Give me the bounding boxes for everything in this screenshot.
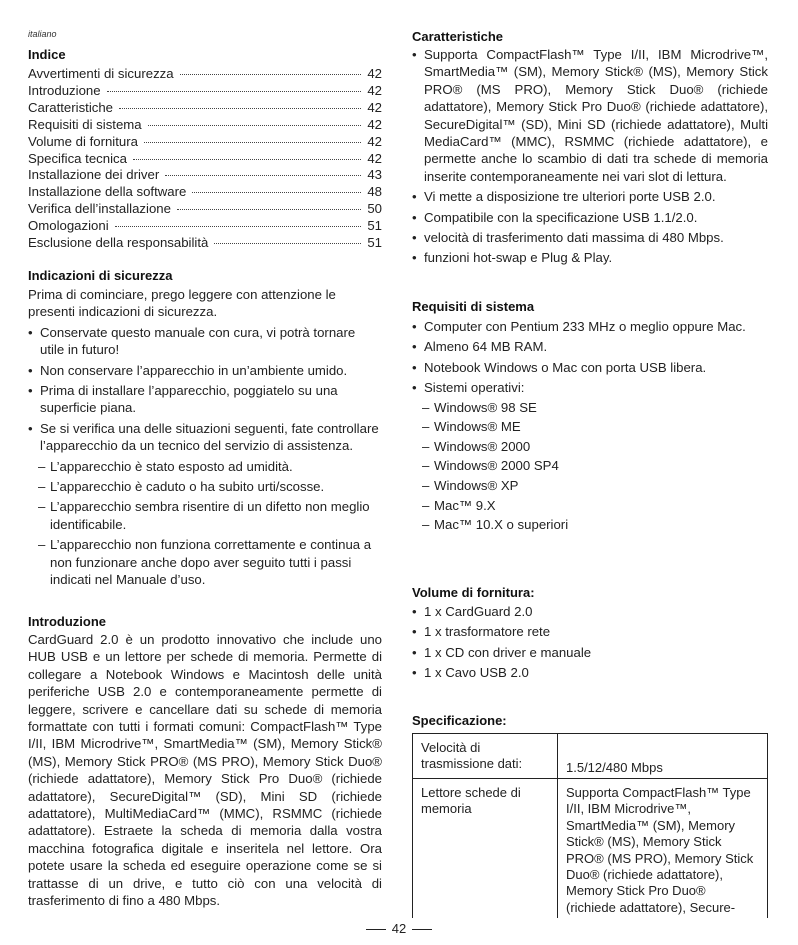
footer-rule	[366, 929, 386, 930]
toc-title: Specifica tecnica	[28, 150, 127, 166]
toc-title: Esclusione della responsabilità	[28, 235, 209, 251]
toc-leader	[214, 243, 361, 244]
safety-subitem: – L’apparecchio non funziona correttamente e continua a non funzionare anche dopo aver seguito tutti i passi indicati nel Manuale d’uso.	[28, 536, 382, 588]
toc-leader	[148, 125, 362, 126]
package-section	[412, 603, 768, 685]
os-item: – Windows® 2000	[412, 439, 768, 456]
package-item: • 1 x CD con driver e manuale	[412, 644, 768, 661]
toc-leader	[119, 108, 361, 109]
os-item: – Mac™ 9.X	[412, 498, 768, 515]
toc-title: Caratteristiche	[28, 99, 114, 115]
feature-item: • funzioni hot-swap e Plug & Play.	[412, 249, 768, 266]
package-list	[412, 603, 768, 682]
toc-entry	[28, 218, 382, 235]
table-of-contents	[28, 66, 382, 252]
toc-page: 42	[367, 150, 382, 166]
toc-title: Installazione dei driver	[28, 167, 160, 183]
spec-label: Velocità di trasmissione dati:	[413, 734, 558, 779]
toc-entry	[28, 235, 382, 252]
toc-leader	[144, 142, 361, 143]
safety-heading: Indicazioni di sicurezza	[28, 268, 173, 283]
package-heading: Volume di fornitura:	[412, 585, 535, 600]
toc-title: Volume di fornitura	[28, 133, 138, 149]
os-item: – Windows® 98 SE	[412, 400, 768, 417]
toc-entry	[28, 201, 382, 218]
feature-item: • Vi mette a disposizione tre ulteriori porte USB 2.0.	[412, 188, 768, 205]
feature-item: • Supporta CompactFlash™ Type I/II, IBM Microdrive™, SmartMedia™ (SM), Memory Stick® (MS), Memory Stick PRO® (MS PRO), Memory Stick Duo® (richiede adattatore), Memory Stick Pro Duo® (richiede adattatore), SecureDigital™ (SD), Mini SD (richiede adattatore), Multi MediaCard™ (MMC), RSMMC (richiede adattatore), e permette anche lo scambio di dati tra schede di memoria inserite contemporaneamente nei vari slot di lettura.	[412, 46, 768, 185]
toc-entry	[28, 184, 382, 201]
spec-row	[413, 734, 768, 779]
os-item: – Windows® 2000 SP4	[412, 458, 768, 475]
features-list	[412, 46, 768, 267]
requirements-section	[412, 318, 768, 537]
package-item: • 1 x Cavo USB 2.0	[412, 664, 768, 681]
toc-entry	[28, 100, 382, 117]
safety-section	[28, 286, 382, 592]
spec-value: Supporta CompactFlash™ Type I/II, IBM Microdrive™, SmartMedia™ (SM), Memory Stick® (MS), Memory Stick PRO® (MS PRO), Memory Stick Duo® (richiede adattatore), Memory Stick Pro Duo® (richiede adattatore), Secure-	[558, 779, 768, 919]
safety-list	[28, 324, 382, 455]
toc-title: Verifica dell’installazione	[28, 201, 171, 217]
safety-item: • Se si verifica una delle situazioni seguenti, fate controllare l’apparecchio da un tecnico del servizio di assistenza.	[28, 420, 382, 455]
toc-entry	[28, 151, 382, 168]
toc-entry	[28, 167, 382, 184]
toc-page: 51	[367, 235, 382, 251]
feature-item: • Compatibile con la specificazione USB 1.1/2.0.	[412, 209, 768, 226]
package-item: • 1 x trasformatore rete	[412, 623, 768, 640]
spec-row	[413, 779, 768, 919]
toc-leader	[133, 159, 361, 160]
safety-item: • Prima di installare l’apparecchio, poggiatelo su una superficie piana.	[28, 382, 382, 417]
toc-page: 42	[367, 116, 382, 132]
spec-label: Lettore schede di memoria	[413, 779, 558, 919]
safety-item: • Non conservare l’apparecchio in un’ambiente umido.	[28, 362, 382, 379]
toc-entry	[28, 134, 382, 151]
toc-title: Installazione della software	[28, 184, 187, 200]
safety-intro: Prima di cominciare, prego leggere con attenzione le presenti indicazioni di sicurezza.	[28, 287, 336, 320]
spec-value: 1.5/12/480 Mbps	[558, 734, 768, 779]
language-label: italiano	[28, 29, 57, 39]
toc-entry	[28, 117, 382, 134]
page-number: 42	[391, 921, 407, 936]
toc-title: Avvertimenti di sicurezza	[28, 66, 174, 81]
requirement-item: • Almeno 64 MB RAM.	[412, 338, 768, 355]
safety-sublist	[28, 458, 382, 589]
toc-page: 42	[367, 133, 382, 149]
toc-title: Omologazioni	[28, 218, 109, 234]
os-item: – Windows® XP	[412, 478, 768, 495]
toc-page: 48	[367, 184, 382, 200]
intro-heading: Introduzione	[28, 614, 106, 629]
toc-title: Requisiti di sistema	[28, 116, 142, 132]
toc-title: Introduzione	[28, 82, 101, 98]
os-list	[412, 400, 768, 534]
toc-page: 42	[367, 99, 382, 115]
requirements-list	[412, 318, 768, 397]
intro-text: CardGuard 2.0 è un prodotto innovativo che include uno HUB USB e un lettore per schede di memoria. Permette di collegare a Notebook Windows e Macintosh delle unità periferiche USB 2.0 e contemporaneamente permette di leggere, scrivere e cancellare dati su schede di memoria formattate con tutti i formati comuni: CompactFlash™ Type I/II, IBM Microdrive™, SmartMedia™ (SM), Memory Stick® (MS), Memory Stick PRO® (MS PRO), Memory Stick Duo® (richiede adattatore), Memory Stick Pro Duo® (richiede adattatore), SecureDigital™ (SD), Mini SD (richiede adattatore), MultiMediaCard™ (MMC), RSMMC (richiede adattatore). Estraete la scheda di memoria dalla vostra macchina fotografica digitale e inseritela nel lettore. Ora potete usare la scheda ed eseguire operazione come se si trattasse di un drive, e tutto ciò con una velocità di trasferimento di fino a 480 Mbps.	[28, 632, 382, 909]
features-section	[412, 46, 768, 270]
toc-leader	[107, 91, 362, 92]
toc-leader	[165, 175, 361, 176]
os-item: – Windows® ME	[412, 419, 768, 436]
safety-subitem: – L’apparecchio è caduto o ha subito urti/scosse.	[28, 478, 382, 495]
requirement-item: • Notebook Windows o Mac con porta USB libera.	[412, 359, 768, 376]
requirement-item: • Sistemi operativi:	[412, 379, 768, 396]
package-item: • 1 x CardGuard 2.0	[412, 603, 768, 620]
toc-leader	[177, 209, 361, 210]
footer-rule	[412, 929, 432, 930]
toc-entry	[28, 66, 382, 83]
safety-subitem: – L’apparecchio è stato esposto ad umidità.	[28, 458, 382, 475]
safety-subitem: – L’apparecchio sembra risentire di un difetto non meglio identificabile.	[28, 498, 382, 533]
spec-heading: Specificazione:	[412, 713, 507, 728]
toc-leader	[192, 192, 361, 193]
os-item: – Mac™ 10.X o superiori	[412, 517, 768, 534]
toc-leader	[180, 74, 362, 75]
requirements-heading: Requisiti di sistema	[412, 299, 535, 314]
toc-entry	[28, 83, 382, 100]
toc-page: 51	[367, 218, 382, 234]
toc-leader	[115, 226, 362, 227]
toc-page: 42	[367, 82, 382, 98]
index-heading: Indice	[28, 47, 66, 62]
toc-page: 43	[367, 167, 382, 183]
requirement-item: • Computer con Pentium 233 MHz o meglio oppure Mac.	[412, 318, 768, 335]
toc-page: 50	[367, 201, 382, 217]
features-heading: Caratteristiche	[412, 29, 504, 44]
feature-item: • velocità di trasferimento dati massima di 480 Mbps.	[412, 229, 768, 246]
page-footer	[0, 921, 798, 936]
safety-item: • Conservate questo manuale con cura, vi potrà tornare utile in futuro!	[28, 324, 382, 359]
spec-table	[412, 733, 768, 918]
toc-page: 42	[367, 66, 382, 81]
